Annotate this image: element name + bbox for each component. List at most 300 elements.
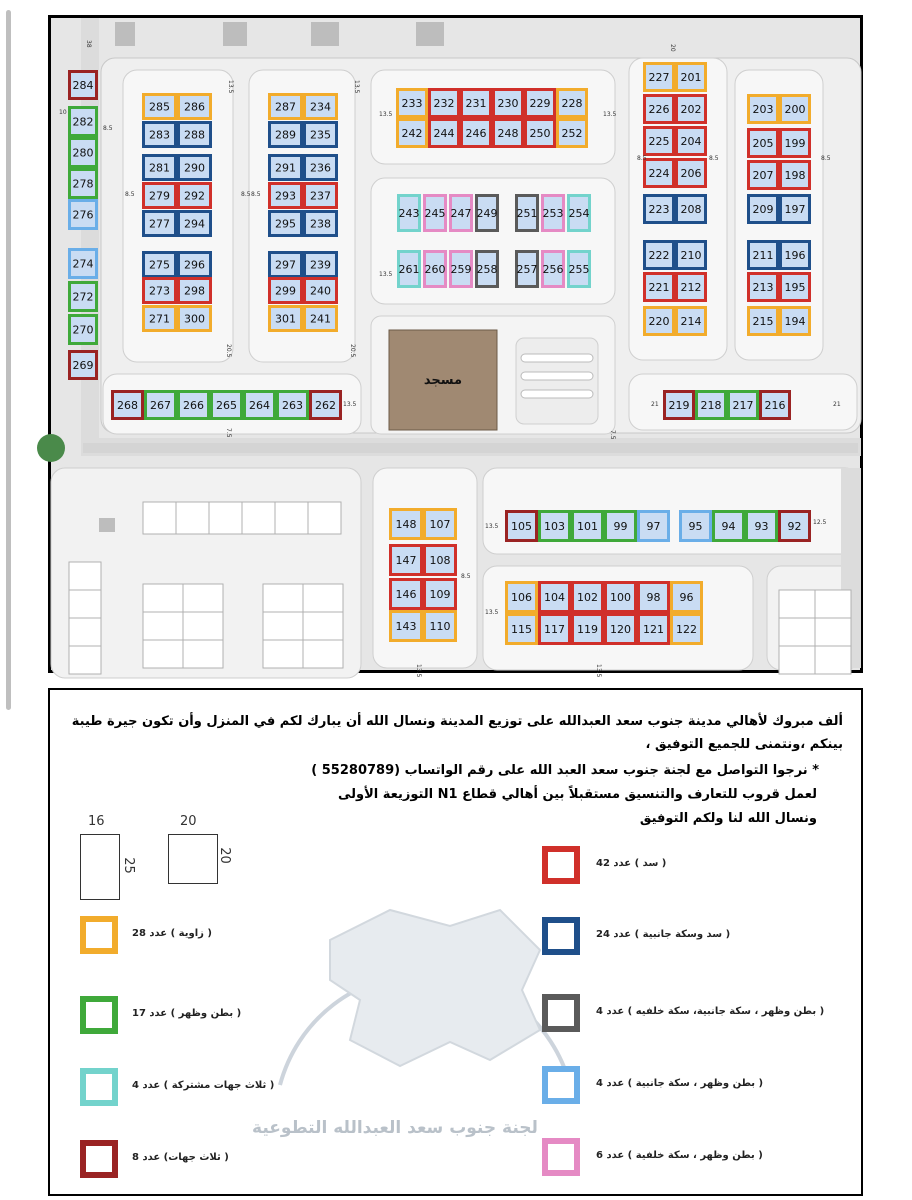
lot-251 (517, 196, 538, 231)
lot-number: 221 (648, 281, 670, 294)
unassigned-lot (176, 502, 209, 534)
lot-289 (270, 123, 302, 147)
watermark-logo (260, 870, 590, 1090)
lot-number: 194 (784, 315, 806, 328)
dimension-label: 10 (59, 109, 67, 116)
lot-236 (305, 156, 337, 180)
dimension-label: 13.5 (485, 609, 499, 616)
lot-a-shape (80, 834, 120, 900)
lot-number: 295 (275, 217, 296, 231)
legend-label-three-shared: ( ثلاث جهات مشتركة ) عدد 4 (132, 1080, 275, 1091)
lot-number: 293 (275, 189, 296, 203)
lot-number: 227 (648, 71, 670, 84)
legend-back-front (80, 996, 410, 1040)
scrollbar[interactable] (6, 10, 11, 710)
legend-swatch-back-front (80, 996, 118, 1034)
lot-294 (179, 212, 211, 236)
lot-208 (677, 196, 706, 223)
lot-number: 146 (395, 588, 417, 601)
unassigned-lot (69, 618, 101, 646)
lot-231 (462, 90, 491, 117)
lot-299 (270, 279, 302, 303)
lot-207 (749, 162, 778, 189)
lot-199 (781, 130, 810, 157)
legend-label-back-front-side: ( بطن وظهر ، سكة جانبية ) عدد 4 (596, 1078, 764, 1089)
unassigned-lot (779, 618, 815, 646)
unassigned-lot (303, 584, 343, 612)
lot-292 (179, 184, 211, 208)
unassigned-lot (303, 640, 343, 668)
lot-number: 201 (680, 71, 702, 84)
legend-swatch-three-shared (80, 1068, 118, 1106)
legend-label-three-sides: ( ثلاث جهات) عدد 8 (132, 1152, 229, 1163)
lot-number: 243 (398, 207, 420, 220)
lot-number: 244 (433, 127, 455, 140)
lot-233 (398, 90, 427, 117)
lot-number: 249 (476, 207, 498, 220)
lot-274 (70, 250, 97, 278)
lot-103 (540, 512, 570, 541)
lot-255 (569, 252, 590, 287)
lot-number: 109 (429, 588, 451, 601)
lot-number: 245 (424, 207, 446, 220)
lot-number: 246 (465, 127, 487, 140)
unassigned-lot (308, 502, 341, 534)
lot-270 (70, 316, 97, 344)
legend-swatch-back-front-side-back (542, 994, 580, 1032)
lot-212 (677, 274, 706, 301)
lot-98 (639, 583, 669, 612)
dimension-label: 13.5 (343, 401, 357, 408)
lot-290 (179, 156, 211, 180)
lot-281 (144, 156, 176, 180)
lot-number: 269 (72, 359, 94, 372)
lot-number: 277 (149, 217, 170, 231)
unassigned-lot (183, 640, 223, 668)
lot-202 (677, 96, 706, 123)
lot-number: 276 (72, 208, 94, 222)
unassigned-lot (303, 612, 343, 640)
lot-number: 222 (648, 249, 670, 262)
lot-number: 105 (511, 520, 532, 533)
legend-sad-side-street (542, 917, 872, 961)
unassigned-lot (815, 590, 851, 618)
lot-227 (645, 64, 674, 91)
lot-222 (645, 242, 674, 269)
lot-93 (747, 512, 777, 541)
lot-198 (781, 162, 810, 189)
lot-269 (70, 352, 97, 379)
lot-217 (729, 392, 758, 419)
dimension-label: 8.5 (461, 573, 471, 580)
unassigned-lot (143, 640, 183, 668)
message-line-3: * نرجوا التواصل مع لجنة جنوب سعد العبد الله على رقم الواتساب (55280789 ) (311, 763, 819, 778)
lot-number: 248 (497, 127, 519, 140)
lot-number: 198 (784, 169, 806, 182)
lot-number: 108 (429, 554, 451, 567)
legend-swatch-back-front-side (542, 1066, 580, 1104)
lot-243 (399, 196, 420, 231)
lot-265 (212, 392, 242, 419)
lot-number: 272 (72, 290, 94, 304)
lot-number: 143 (395, 620, 417, 633)
lot-210 (677, 242, 706, 269)
legend-corner (80, 916, 410, 960)
legend-sad (542, 846, 872, 890)
lot-number: 261 (398, 263, 420, 276)
dimension-label: 21 (833, 401, 841, 408)
lot-224 (645, 160, 674, 187)
dimension-label: 8.5 (125, 191, 135, 198)
lot-number: 257 (516, 263, 538, 276)
lot-216 (761, 392, 790, 419)
lot-number: 298 (184, 284, 205, 298)
legend-swatch-corner (80, 916, 118, 954)
lot-a-depth: 25 (120, 857, 136, 874)
lot-287 (270, 95, 302, 119)
dimension-label: 8.5 (241, 191, 251, 198)
dimension-label: 8.5 (709, 155, 719, 162)
lot-146 (391, 580, 422, 609)
lot-number: 211 (752, 249, 774, 262)
lot-number: 205 (752, 137, 774, 150)
lot-number: 195 (784, 281, 806, 294)
lot-number: 252 (561, 127, 583, 140)
lot-115 (507, 615, 537, 644)
lot-286 (179, 95, 211, 119)
unassigned-lot (242, 502, 275, 534)
lot-number: 215 (752, 315, 774, 328)
lot-244 (430, 120, 459, 147)
unassigned-lot (815, 618, 851, 646)
dimension-label: 7.5 (609, 430, 616, 440)
lot-245 (425, 196, 446, 231)
lot-246 (462, 120, 491, 147)
parking-lot (516, 338, 598, 424)
lot-number: 209 (752, 203, 774, 216)
lot-number: 280 (72, 146, 94, 160)
lot-94 (714, 512, 744, 541)
lot-number: 122 (676, 623, 697, 636)
lot-number: 202 (680, 103, 702, 116)
unassigned-lot (143, 612, 183, 640)
unassigned-lot (263, 584, 303, 612)
lot-285 (144, 95, 176, 119)
lot-196 (781, 242, 810, 269)
lot-number: 119 (577, 623, 598, 636)
dimension-label: 8.5 (251, 191, 261, 198)
unassigned-lot (69, 646, 101, 674)
legend-label-sad-side-street: ( سد وسكة جانبية ) عدد 24 (596, 929, 731, 940)
lot-number: 234 (310, 100, 331, 114)
lot-275 (144, 253, 176, 277)
lot-number: 120 (610, 623, 631, 636)
lot-295 (270, 212, 302, 236)
dimension-label: 21 (651, 401, 659, 408)
lot-288 (179, 123, 211, 147)
lot-number: 251 (516, 207, 538, 220)
legend-back-front-side-back (542, 994, 872, 1038)
lot-234 (305, 95, 337, 119)
lot-276 (70, 201, 97, 229)
unassigned-lot (143, 502, 176, 534)
lot-dimension-diagram-16x25 (78, 814, 158, 902)
lot-260 (425, 252, 446, 287)
dimension-label: 13.5 (415, 664, 422, 678)
lot-298 (179, 279, 211, 303)
lot-number: 263 (282, 399, 303, 412)
lot-249 (477, 196, 498, 231)
dimension-label: 13.5 (227, 80, 234, 94)
lot-297 (270, 253, 302, 277)
lot-230 (494, 90, 523, 117)
lot-259 (451, 252, 472, 287)
dimension-label: 20 (669, 44, 676, 52)
lot-238 (305, 212, 337, 236)
lot-273 (144, 279, 176, 303)
lot-number: 224 (648, 167, 670, 180)
lot-122 (672, 615, 702, 644)
lot-209 (749, 196, 778, 223)
lot-number: 242 (401, 127, 423, 140)
lot-258 (477, 252, 498, 287)
lot-232 (430, 90, 459, 117)
lot-226 (645, 96, 674, 123)
dimension-label: 8.5 (821, 155, 831, 162)
unassigned-lot (69, 562, 101, 590)
lot-203 (749, 96, 778, 123)
lot-225 (645, 128, 674, 155)
lot-300 (179, 307, 211, 331)
lot-229 (526, 90, 555, 117)
lot-252 (558, 120, 587, 147)
lot-104 (540, 583, 570, 612)
lot-number: 256 (542, 263, 564, 276)
lot-296 (179, 253, 211, 277)
lot-110 (425, 612, 456, 641)
legend-label-back-front-side-back: ( بطن وظهر ، سكة جانبية، سكة خلفيه ) عدد 4 (596, 1006, 825, 1017)
lot-106 (507, 583, 537, 612)
lot-291 (270, 156, 302, 180)
lot-256 (543, 252, 564, 287)
lot-99 (606, 512, 636, 541)
lot-239 (305, 253, 337, 277)
lot-number: 301 (275, 312, 296, 326)
lot-number: 266 (183, 399, 204, 412)
lot-number: 121 (643, 623, 664, 636)
lot-278 (70, 170, 97, 198)
lot-number: 273 (149, 284, 170, 298)
lot-number: 241 (310, 312, 331, 326)
lot-number: 103 (544, 520, 565, 533)
lot-number: 115 (511, 623, 532, 636)
dimension-label: 13.5 (353, 80, 360, 94)
lot-197 (781, 196, 810, 223)
lot-120 (606, 615, 636, 644)
lot-105 (507, 512, 537, 541)
lot-number: 203 (752, 103, 774, 116)
lot-number: 254 (568, 207, 590, 220)
dimension-label: 13.5 (485, 523, 499, 530)
lot-number: 289 (275, 128, 296, 142)
lot-number: 259 (450, 263, 472, 276)
lot-number: 148 (395, 518, 417, 531)
lot-number: 260 (424, 263, 446, 276)
message-line-4: لعمل قروب للتعارف والتنسيق مستقبلاً بين أهالي قطاع N1 التوزيعة الأولى (337, 787, 817, 802)
lot-number: 107 (429, 518, 451, 531)
lot-284 (70, 72, 97, 99)
lot-number: 281 (149, 161, 170, 175)
lot-117 (540, 615, 570, 644)
lot-number: 96 (679, 591, 694, 604)
lot-number: 207 (752, 169, 774, 182)
lot-number: 92 (787, 520, 802, 533)
lot-number: 271 (149, 312, 170, 326)
legend-swatch-back-front-back (542, 1138, 580, 1176)
lot-240 (305, 279, 337, 303)
lot-279 (144, 184, 176, 208)
lot-248 (494, 120, 523, 147)
unassigned-lot (263, 612, 303, 640)
lot-228 (558, 90, 587, 117)
lot-number: 238 (310, 217, 331, 231)
lot-number: 279 (149, 189, 170, 203)
lot-number: 237 (310, 189, 331, 203)
lot-242 (398, 120, 427, 147)
lot-number: 220 (648, 315, 670, 328)
lot-272 (70, 283, 97, 311)
lot-263 (278, 392, 308, 419)
lot-number: 199 (784, 137, 806, 150)
dimension-label: 12.5 (813, 519, 827, 526)
lot-number: 270 (72, 323, 94, 337)
lot-number: 101 (577, 520, 598, 533)
lot-number: 208 (680, 203, 702, 216)
lot-237 (305, 184, 337, 208)
lot-95 (681, 512, 711, 541)
lot-number: 197 (784, 203, 806, 216)
lot-number: 218 (700, 399, 722, 412)
lot-264 (245, 392, 275, 419)
unassigned-lot (263, 640, 303, 668)
lot-268 (113, 392, 143, 419)
lot-215 (749, 308, 778, 335)
lot-number: 216 (764, 399, 786, 412)
lot-number: 100 (610, 591, 631, 604)
lot-107 (425, 510, 456, 539)
lot-number: 253 (542, 207, 564, 220)
unassigned-lot (183, 584, 223, 612)
lot-143 (391, 612, 422, 641)
lot-247 (451, 196, 472, 231)
lot-220 (645, 308, 674, 335)
lot-214 (677, 308, 706, 335)
lot-number: 210 (680, 249, 702, 262)
lot-number: 292 (184, 189, 205, 203)
lot-number: 284 (72, 79, 94, 92)
lot-253 (543, 196, 564, 231)
dimension-label: 38 (85, 40, 92, 48)
legend-label-back-front: ( بطن وظهر ) عدد 17 (132, 1008, 242, 1019)
lot-number: 235 (310, 128, 331, 142)
lot-102 (573, 583, 603, 612)
dimension-label: 8.5 (637, 155, 647, 162)
lot-number: 106 (511, 591, 532, 604)
lot-number: 117 (544, 623, 565, 636)
lot-number: 300 (184, 312, 205, 326)
dimension-label: 8.5 (103, 125, 113, 132)
lot-213 (749, 274, 778, 301)
lot-number: 287 (275, 100, 296, 114)
lot-number: 282 (72, 115, 94, 129)
lot-b-width: 20 (180, 814, 197, 829)
lot-number: 219 (668, 399, 690, 412)
legend-swatch-sad (542, 846, 580, 884)
lot-number: 299 (275, 284, 296, 298)
lot-number: 206 (680, 167, 702, 180)
lot-195 (781, 274, 810, 301)
legend-label-corner: ( زاوية ) عدد 28 (132, 928, 212, 939)
lot-number: 102 (577, 591, 598, 604)
lot-number: 264 (249, 399, 270, 412)
lot-92 (780, 512, 810, 541)
lot-number: 212 (680, 281, 702, 294)
lot-221 (645, 274, 674, 301)
lot-number: 267 (150, 399, 171, 412)
lot-235 (305, 123, 337, 147)
lot-number: 225 (648, 135, 670, 148)
lot-number: 247 (450, 207, 472, 220)
lot-200 (781, 96, 810, 123)
lot-96 (672, 583, 702, 612)
legend-back-front-side (542, 1066, 872, 1110)
lot-number: 93 (754, 520, 769, 533)
legend-swatch-three-sides (80, 1140, 118, 1178)
lot-number: 288 (184, 128, 205, 142)
message-line-5: ونسال الله لنا ولكم التوفيق (639, 811, 817, 826)
message-line-1: ألف مبروك لأهالي مدينة جنوب سعد العبدالله على توزيع المدينة ونسال الله أن يبارك لكم في المنزل وأن تكون جيرة طيبة (71, 714, 843, 729)
lot-number: 258 (476, 263, 498, 276)
lot-number: 110 (429, 620, 451, 633)
lot-number: 286 (184, 100, 205, 114)
lot-147 (391, 546, 422, 575)
lot-number: 275 (149, 258, 170, 272)
lot-223 (645, 196, 674, 223)
lot-number: 104 (544, 591, 565, 604)
lot-number: 204 (680, 135, 702, 148)
lot-277 (144, 212, 176, 236)
lot-280 (70, 139, 97, 167)
site-plan-svg (51, 18, 860, 678)
unassigned-lot (779, 646, 815, 674)
lot-301 (270, 307, 302, 331)
lot-101 (573, 512, 603, 541)
lot-number: 228 (561, 97, 583, 110)
lot-b-depth: 20 (216, 847, 232, 864)
legend-label-sad: ( سد ) عدد 42 (596, 858, 667, 869)
lot-number: 283 (149, 128, 170, 142)
lot-121 (639, 615, 669, 644)
lot-number: 217 (732, 399, 754, 412)
lot-97 (639, 512, 669, 541)
lot-204 (677, 128, 706, 155)
unassigned-lot (69, 590, 101, 618)
lot-dimension-diagram-20x20 (166, 814, 246, 902)
lot-number: 200 (784, 103, 806, 116)
lot-201 (677, 64, 706, 91)
legend-swatch-sad-side-street (542, 917, 580, 955)
lot-number: 278 (72, 177, 94, 191)
